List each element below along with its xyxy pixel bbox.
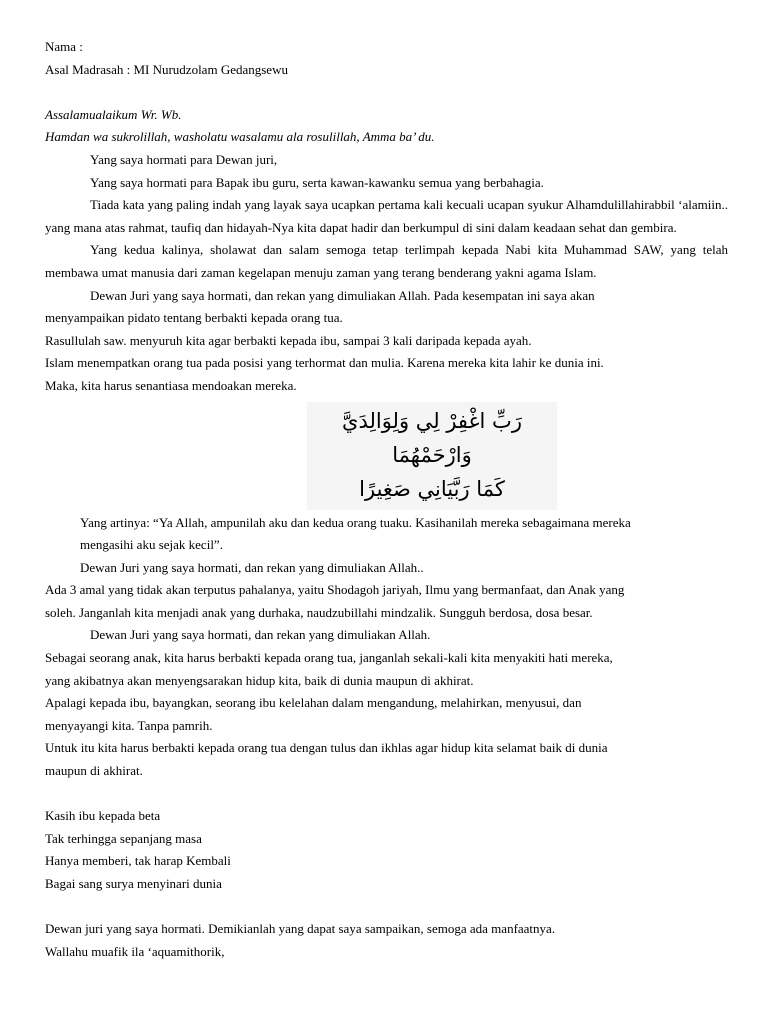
greeting-jury: Yang saya hormati para Dewan juri, [90,151,278,167]
closing-line-2: Wallahu muafik ila ‘aquamithorik, [45,943,225,959]
poem-line-1: Kasih ibu kepada beta [45,808,161,824]
paragraph-mother-line2: menyayangi kita. Tanpa pamrih. [45,717,213,733]
blank-line [45,81,728,104]
paragraph-pray: Maka, kita harus senantiasa mendoakan mereka. [45,377,297,393]
paragraph-mother-line1: Apalagi kepada ibu, bayangkan, seorang ibu kelelahan dalam mengandung, melahirkan, menyusui, dan [45,695,582,711]
arabic-line-2: كَمَا رَبَّيَانِي صَغِيرًا [359,476,505,501]
prayer-meaning [80,512,728,580]
paragraph-amal-line1: Ada 3 amal yang tidak akan terputus pahalanya, yaitu Shodagoh jariyah, Ilmu yang bermanfaat, dan Anak yang [45,582,625,598]
greeting-teachers: Yang saya hormati para Bapak ibu guru, serta kawan-kawanku semua yang berbahagia. [90,174,544,190]
closing-line-1: Dewan juri yang saya hormati. Demikianlah yang dapat saya sampaikan, semoga ada manfaatnya. [45,921,556,937]
blank-line [45,783,728,806]
meaning-greeting: Dewan Juri yang saya hormati, dan rekan yang dimuliakan Allah.. [80,559,424,575]
paragraph-conclusion-line1: Untuk itu kita harus berbakti kepada orang tua dengan tulus dan ikhlas agar hidup kita selamat baik di dunia [45,740,608,756]
paragraph-topic-line2: menyampaikan pidato tentang berbakti kepada orang tua. [45,310,343,326]
paragraph-rasulullah: Rasullulah saw. menyuruh kita agar berbakti kepada ibu, sampai 3 kali daripada kepada ayah. [45,332,532,348]
paragraph-child-line2: yang akibatnya akan menyengsarakan hidup kita, baik di dunia maupun di akhirat. [45,672,474,688]
blank-line [45,896,728,919]
arabic-prayer [307,402,557,510]
poem-line-2: Tak terhingga sepanjang masa [45,830,202,846]
poem-line-4: Bagai sang surya menyinari dunia [45,876,222,891]
paragraph-conclusion-line2: maupun di akhirat. [45,763,143,779]
paragraph-greeting-2: Dewan Juri yang saya hormati, dan rekan yang dimuliakan Allah. [90,627,431,643]
arabic-line-1: رَبِّ اغْفِرْ لِي وَلِوَالِدَيَّ وَارْحَمْهُمَا [342,408,522,467]
paragraph-child-line1: Sebagai seorang anak, kita harus berbakti kepada orang tua, janganlah sekali-kali kita menyakiti hati mereka, [45,650,613,666]
meaning-line2: mengasihi aku sejak kecil”. [80,537,223,553]
poem-line-3: Hanya memberi, tak harap Kembali [45,853,231,869]
paragraph-islam: Islam menempatkan orang tua pada posisi yang terhormat dan mulia. Karena mereka kita lahir ke dunia ini. [45,355,604,371]
salam-opening: Assalamualaikum Wr. Wb. [45,106,182,122]
meaning-line1: Yang artinya: “Ya Allah, ampunilah aku dan kedua orang tuaku. Kasihanilah mereka sebagaimana mereka [80,514,631,530]
name-line: Nama : [45,39,83,54]
paragraph-gratitude: Tiada kata yang paling indah yang layak saya ucapkan pertama kali kecuali ucapan syukur Alhamdulillahirabbil ‘alamiin.. yang mana atas rahmat, taufiq dan hidayah-Nya kita dapat hadir dan berkumpul di sini dalam keadaan sehat dan gembira. [45,197,728,235]
madrasah-line: Asal Madrasah : MI Nurudzolam Gedangsewu [45,61,288,77]
hamdan-opening: Hamdan wa sukrolillah, washolatu wasalamu ala rosulillah, Amma ba’ du. [45,129,435,145]
paragraph-amal-line2: soleh. Janganlah kita menjadi anak yang durhaka, naudzubillahi mindzalik. Sungguh berdosa, dosa besar. [45,604,593,620]
paragraph-sholawat: Yang kedua kalinya, sholawat dan salam semoga tetap terlimpah kepada Nabi kita Muhammad SAW, yang telah membawa umat manusia dari zaman kegelapan menuju zaman yang terang benderang yakni agama Islam. [45,242,728,280]
paragraph-topic-line1: Dewan Juri yang saya hormati, dan rekan yang dimuliakan Allah. Pada kesempatan ini saya akan [90,287,595,303]
